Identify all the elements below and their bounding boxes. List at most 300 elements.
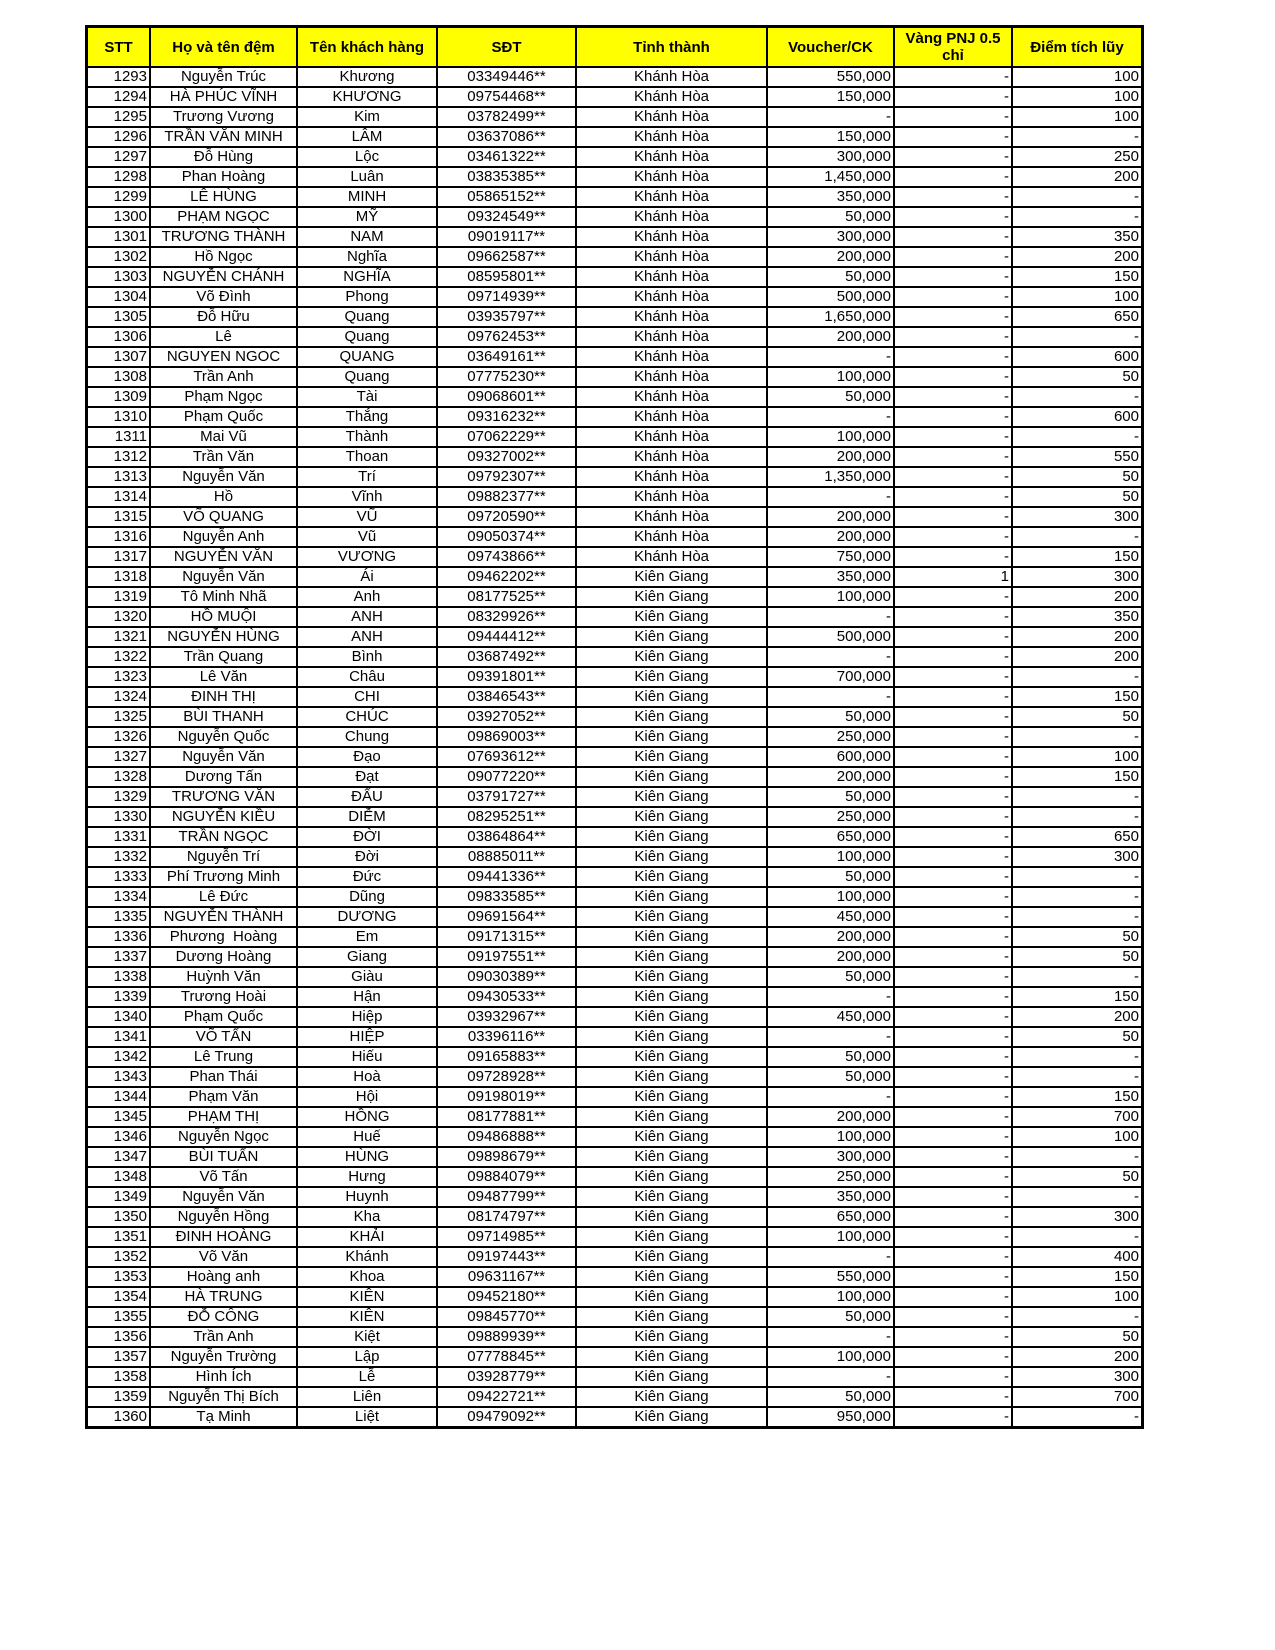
table-row: [87, 667, 1143, 687]
cell-voucher_ck: 250,000: [767, 727, 894, 747]
cell-ho_va_ten_dem: TRẦN VĂN MINH: [150, 127, 297, 147]
cell-tinh_thanh: Khánh Hòa: [576, 167, 767, 187]
cell-sdt: 03649161**: [437, 347, 576, 367]
cell-voucher_ck: 200,000: [767, 527, 894, 547]
cell-stt: 1295: [87, 107, 151, 127]
cell-vang_pnj: -: [894, 547, 1012, 567]
table-row: [87, 447, 1143, 467]
table-row: [87, 467, 1143, 487]
cell-tinh_thanh: Kiên Giang: [576, 1107, 767, 1127]
cell-sdt: 09662587**: [437, 247, 576, 267]
cell-ho_va_ten_dem: Hoàng anh: [150, 1267, 297, 1287]
cell-tinh_thanh: Kiên Giang: [576, 607, 767, 627]
table-row: [87, 947, 1143, 967]
cell-diem_tich_luy: -: [1012, 727, 1143, 747]
cell-ho_va_ten_dem: Trần Quang: [150, 647, 297, 667]
cell-diem_tich_luy: 200: [1012, 167, 1143, 187]
cell-voucher_ck: -: [767, 107, 894, 127]
cell-vang_pnj: -: [894, 827, 1012, 847]
cell-ho_va_ten_dem: Võ Văn: [150, 1247, 297, 1267]
table-row: [87, 827, 1143, 847]
cell-sdt: 03791727**: [437, 787, 576, 807]
cell-vang_pnj: -: [894, 727, 1012, 747]
cell-sdt: 09869003**: [437, 727, 576, 747]
cell-vang_pnj: -: [894, 467, 1012, 487]
cell-sdt: 03461322**: [437, 147, 576, 167]
cell-vang_pnj: -: [894, 487, 1012, 507]
customer-table: [85, 25, 1144, 1429]
cell-diem_tich_luy: 200: [1012, 1007, 1143, 1027]
cell-stt: 1341: [87, 1027, 151, 1047]
cell-voucher_ck: -: [767, 347, 894, 367]
cell-sdt: 09743866**: [437, 547, 576, 567]
cell-stt: 1348: [87, 1167, 151, 1187]
cell-ho_va_ten_dem: Nguyễn Quốc: [150, 727, 297, 747]
cell-stt: 1337: [87, 947, 151, 967]
cell-ten_khach_hang: Luân: [297, 167, 437, 187]
cell-sdt: 08595801**: [437, 267, 576, 287]
cell-tinh_thanh: Khánh Hòa: [576, 147, 767, 167]
cell-tinh_thanh: Khánh Hòa: [576, 347, 767, 367]
cell-vang_pnj: -: [894, 1087, 1012, 1107]
cell-diem_tich_luy: 300: [1012, 1207, 1143, 1227]
cell-ho_va_ten_dem: ĐỖ CÔNG: [150, 1307, 297, 1327]
cell-ten_khach_hang: DƯƠNG: [297, 907, 437, 927]
cell-diem_tich_luy: 650: [1012, 307, 1143, 327]
cell-ten_khach_hang: KIÊN: [297, 1287, 437, 1307]
cell-diem_tich_luy: 50: [1012, 467, 1143, 487]
table-row: [87, 647, 1143, 667]
cell-sdt: 09845770**: [437, 1307, 576, 1327]
table-row: [87, 247, 1143, 267]
cell-sdt: 03932967**: [437, 1007, 576, 1027]
table-row: [87, 1087, 1143, 1107]
cell-diem_tich_luy: 350: [1012, 227, 1143, 247]
cell-stt: 1308: [87, 367, 151, 387]
cell-ten_khach_hang: Lộc: [297, 147, 437, 167]
cell-sdt: 03687492**: [437, 647, 576, 667]
cell-diem_tich_luy: 200: [1012, 587, 1143, 607]
table-row: [87, 67, 1143, 87]
cell-ten_khach_hang: Kha: [297, 1207, 437, 1227]
cell-sdt: 03835385**: [437, 167, 576, 187]
cell-vang_pnj: -: [894, 167, 1012, 187]
cell-diem_tich_luy: -: [1012, 207, 1143, 227]
cell-tinh_thanh: Khánh Hòa: [576, 67, 767, 87]
cell-voucher_ck: 550,000: [767, 67, 894, 87]
cell-stt: 1359: [87, 1387, 151, 1407]
cell-ten_khach_hang: MINH: [297, 187, 437, 207]
cell-ten_khach_hang: HÙNG: [297, 1147, 437, 1167]
cell-tinh_thanh: Khánh Hòa: [576, 327, 767, 347]
cell-vang_pnj: -: [894, 1147, 1012, 1167]
cell-stt: 1297: [87, 147, 151, 167]
cell-stt: 1312: [87, 447, 151, 467]
cell-sdt: 09441336**: [437, 867, 576, 887]
cell-stt: 1310: [87, 407, 151, 427]
cell-ho_va_ten_dem: NGUYỄN THÀNH: [150, 907, 297, 927]
cell-voucher_ck: 700,000: [767, 667, 894, 687]
cell-voucher_ck: 50,000: [767, 387, 894, 407]
cell-diem_tich_luy: -: [1012, 1227, 1143, 1247]
table-row: [87, 1207, 1143, 1227]
cell-stt: 1332: [87, 847, 151, 867]
table-row: [87, 1187, 1143, 1207]
cell-tinh_thanh: Kiên Giang: [576, 967, 767, 987]
cell-voucher_ck: 950,000: [767, 1407, 894, 1428]
cell-vang_pnj: -: [894, 1067, 1012, 1087]
cell-vang_pnj: -: [894, 407, 1012, 427]
cell-sdt: 09165883**: [437, 1047, 576, 1067]
cell-tinh_thanh: Kiên Giang: [576, 667, 767, 687]
cell-tinh_thanh: Khánh Hòa: [576, 87, 767, 107]
cell-sdt: 09762453**: [437, 327, 576, 347]
cell-diem_tich_luy: -: [1012, 1307, 1143, 1327]
cell-stt: 1298: [87, 167, 151, 187]
cell-voucher_ck: 200,000: [767, 947, 894, 967]
cell-tinh_thanh: Kiên Giang: [576, 647, 767, 667]
cell-vang_pnj: -: [894, 247, 1012, 267]
cell-voucher_ck: -: [767, 647, 894, 667]
cell-stt: 1355: [87, 1307, 151, 1327]
cell-ten_khach_hang: ĐỜI: [297, 827, 437, 847]
cell-ten_khach_hang: Nghĩa: [297, 247, 437, 267]
cell-sdt: 09422721**: [437, 1387, 576, 1407]
cell-sdt: 09462202**: [437, 567, 576, 587]
cell-vang_pnj: -: [894, 367, 1012, 387]
cell-diem_tich_luy: -: [1012, 527, 1143, 547]
cell-stt: 1307: [87, 347, 151, 367]
cell-tinh_thanh: Khánh Hòa: [576, 547, 767, 567]
cell-ho_va_ten_dem: Phạm Ngọc: [150, 387, 297, 407]
cell-sdt: 09197443**: [437, 1247, 576, 1267]
cell-ten_khach_hang: ĐẤU: [297, 787, 437, 807]
cell-ten_khach_hang: Dũng: [297, 887, 437, 907]
cell-diem_tich_luy: 50: [1012, 487, 1143, 507]
cell-vang_pnj: -: [894, 1307, 1012, 1327]
cell-voucher_ck: -: [767, 1247, 894, 1267]
cell-stt: 1331: [87, 827, 151, 847]
cell-vang_pnj: -: [894, 847, 1012, 867]
cell-stt: 1350: [87, 1207, 151, 1227]
cell-ten_khach_hang: ANH: [297, 607, 437, 627]
cell-voucher_ck: -: [767, 487, 894, 507]
cell-diem_tich_luy: 100: [1012, 107, 1143, 127]
cell-tinh_thanh: Khánh Hòa: [576, 187, 767, 207]
table-row: [87, 147, 1143, 167]
cell-diem_tich_luy: -: [1012, 387, 1143, 407]
table-row: [87, 847, 1143, 867]
cell-ho_va_ten_dem: Trần Văn: [150, 447, 297, 467]
cell-ho_va_ten_dem: Phạm Văn: [150, 1087, 297, 1107]
table-row: [87, 427, 1143, 447]
cell-tinh_thanh: Kiên Giang: [576, 1147, 767, 1167]
cell-sdt: 05865152**: [437, 187, 576, 207]
cell-stt: 1343: [87, 1067, 151, 1087]
column-header-sdt: SĐT: [437, 27, 576, 68]
cell-voucher_ck: 650,000: [767, 827, 894, 847]
cell-tinh_thanh: Kiên Giang: [576, 1307, 767, 1327]
cell-sdt: 09197551**: [437, 947, 576, 967]
cell-stt: 1304: [87, 287, 151, 307]
cell-vang_pnj: -: [894, 1027, 1012, 1047]
cell-stt: 1315: [87, 507, 151, 527]
cell-ten_khach_hang: MỸ: [297, 207, 437, 227]
cell-vang_pnj: -: [894, 227, 1012, 247]
cell-ho_va_ten_dem: Huỳnh Văn: [150, 967, 297, 987]
cell-tinh_thanh: Kiên Giang: [576, 787, 767, 807]
cell-tinh_thanh: Khánh Hòa: [576, 247, 767, 267]
cell-tinh_thanh: Kiên Giang: [576, 1127, 767, 1147]
cell-sdt: 09479092**: [437, 1407, 576, 1428]
cell-ho_va_ten_dem: Tạ Minh: [150, 1407, 297, 1428]
cell-vang_pnj: -: [894, 907, 1012, 927]
cell-diem_tich_luy: 400: [1012, 1247, 1143, 1267]
cell-stt: 1327: [87, 747, 151, 767]
cell-ho_va_ten_dem: BÙI THANH: [150, 707, 297, 727]
cell-ten_khach_hang: Huế: [297, 1127, 437, 1147]
cell-diem_tich_luy: -: [1012, 1147, 1143, 1167]
cell-sdt: 09889939**: [437, 1327, 576, 1347]
cell-voucher_ck: 50,000: [767, 1047, 894, 1067]
cell-sdt: 03928779**: [437, 1367, 576, 1387]
table-row: [87, 1027, 1143, 1047]
cell-vang_pnj: -: [894, 1207, 1012, 1227]
table-row: [87, 167, 1143, 187]
cell-stt: 1294: [87, 87, 151, 107]
cell-vang_pnj: -: [894, 1167, 1012, 1187]
cell-vang_pnj: -: [894, 127, 1012, 147]
cell-voucher_ck: 100,000: [767, 427, 894, 447]
cell-ten_khach_hang: Vĩnh: [297, 487, 437, 507]
cell-stt: 1305: [87, 307, 151, 327]
cell-voucher_ck: 150,000: [767, 87, 894, 107]
cell-tinh_thanh: Kiên Giang: [576, 1187, 767, 1207]
cell-vang_pnj: -: [894, 147, 1012, 167]
cell-sdt: 09720590**: [437, 507, 576, 527]
cell-vang_pnj: -: [894, 1047, 1012, 1067]
cell-tinh_thanh: Kiên Giang: [576, 1227, 767, 1247]
cell-ten_khach_hang: Chung: [297, 727, 437, 747]
cell-ho_va_ten_dem: Lê: [150, 327, 297, 347]
cell-voucher_ck: 50,000: [767, 867, 894, 887]
cell-ten_khach_hang: Giang: [297, 947, 437, 967]
cell-stt: 1353: [87, 1267, 151, 1287]
cell-ho_va_ten_dem: Lê Trung: [150, 1047, 297, 1067]
cell-stt: 1324: [87, 687, 151, 707]
cell-stt: 1325: [87, 707, 151, 727]
cell-diem_tich_luy: 50: [1012, 927, 1143, 947]
cell-tinh_thanh: Kiên Giang: [576, 1027, 767, 1047]
table-row: [87, 267, 1143, 287]
cell-tinh_thanh: Kiên Giang: [576, 1407, 767, 1428]
cell-ten_khach_hang: Khương: [297, 67, 437, 87]
cell-diem_tich_luy: 50: [1012, 367, 1143, 387]
table-row: [87, 207, 1143, 227]
cell-vang_pnj: -: [894, 1227, 1012, 1247]
cell-ho_va_ten_dem: Đỗ Hữu: [150, 307, 297, 327]
cell-ten_khach_hang: Quang: [297, 307, 437, 327]
cell-vang_pnj: -: [894, 987, 1012, 1007]
cell-vang_pnj: -: [894, 267, 1012, 287]
cell-ho_va_ten_dem: Nguyễn Văn: [150, 467, 297, 487]
table-row: [87, 787, 1143, 807]
cell-voucher_ck: 200,000: [767, 1107, 894, 1127]
cell-sdt: 09324549**: [437, 207, 576, 227]
table-row: [87, 547, 1143, 567]
table-row: [87, 327, 1143, 347]
cell-ho_va_ten_dem: TRƯƠNG VĂN: [150, 787, 297, 807]
cell-sdt: 09077220**: [437, 767, 576, 787]
cell-ten_khach_hang: NAM: [297, 227, 437, 247]
cell-diem_tich_luy: 300: [1012, 1367, 1143, 1387]
cell-stt: 1322: [87, 647, 151, 667]
cell-ho_va_ten_dem: Nguyễn Thị Bích: [150, 1387, 297, 1407]
cell-vang_pnj: -: [894, 1367, 1012, 1387]
cell-vang_pnj: -: [894, 107, 1012, 127]
column-header-ho_va_ten_dem: Họ và tên đệm: [150, 27, 297, 68]
cell-ten_khach_hang: Khánh: [297, 1247, 437, 1267]
cell-ho_va_ten_dem: HỒ MUỘI: [150, 607, 297, 627]
cell-voucher_ck: 200,000: [767, 327, 894, 347]
cell-tinh_thanh: Kiên Giang: [576, 687, 767, 707]
cell-stt: 1352: [87, 1247, 151, 1267]
table-row: [87, 1107, 1143, 1127]
cell-voucher_ck: -: [767, 407, 894, 427]
cell-ten_khach_hang: Kiệt: [297, 1327, 437, 1347]
cell-tinh_thanh: Kiên Giang: [576, 807, 767, 827]
cell-voucher_ck: 750,000: [767, 547, 894, 567]
cell-sdt: 09391801**: [437, 667, 576, 687]
cell-stt: 1318: [87, 567, 151, 587]
cell-voucher_ck: 50,000: [767, 1307, 894, 1327]
column-header-tinh_thanh: Tỉnh thành: [576, 27, 767, 68]
cell-ten_khach_hang: Lễ: [297, 1367, 437, 1387]
cell-stt: 1317: [87, 547, 151, 567]
cell-ho_va_ten_dem: VÕ TẤN: [150, 1027, 297, 1047]
cell-tinh_thanh: Khánh Hòa: [576, 487, 767, 507]
cell-voucher_ck: 600,000: [767, 747, 894, 767]
cell-ten_khach_hang: CHÚC: [297, 707, 437, 727]
cell-ten_khach_hang: Quang: [297, 327, 437, 347]
cell-diem_tich_luy: 300: [1012, 507, 1143, 527]
cell-ten_khach_hang: Vũ: [297, 527, 437, 547]
cell-ten_khach_hang: LÂM: [297, 127, 437, 147]
cell-tinh_thanh: Kiên Giang: [576, 1247, 767, 1267]
cell-stt: 1335: [87, 907, 151, 927]
cell-voucher_ck: 100,000: [767, 887, 894, 907]
cell-voucher_ck: 500,000: [767, 627, 894, 647]
cell-voucher_ck: 50,000: [767, 787, 894, 807]
cell-vang_pnj: -: [894, 1347, 1012, 1367]
cell-stt: 1301: [87, 227, 151, 247]
cell-voucher_ck: 100,000: [767, 1227, 894, 1247]
cell-vang_pnj: -: [894, 927, 1012, 947]
cell-sdt: 03396116**: [437, 1027, 576, 1047]
cell-sdt: 09728928**: [437, 1067, 576, 1087]
cell-sdt: 07775230**: [437, 367, 576, 387]
cell-diem_tich_luy: 150: [1012, 267, 1143, 287]
table-row: [87, 607, 1143, 627]
cell-voucher_ck: 100,000: [767, 1127, 894, 1147]
cell-diem_tich_luy: 100: [1012, 287, 1143, 307]
cell-diem_tich_luy: 250: [1012, 147, 1143, 167]
table-row: [87, 907, 1143, 927]
cell-tinh_thanh: Kiên Giang: [576, 1347, 767, 1367]
cell-voucher_ck: 1,450,000: [767, 167, 894, 187]
cell-vang_pnj: -: [894, 1187, 1012, 1207]
cell-sdt: 09487799**: [437, 1187, 576, 1207]
cell-sdt: 09316232**: [437, 407, 576, 427]
cell-ho_va_ten_dem: LÊ HÙNG: [150, 187, 297, 207]
cell-tinh_thanh: Kiên Giang: [576, 1087, 767, 1107]
cell-vang_pnj: -: [894, 1107, 1012, 1127]
cell-sdt: 09754468**: [437, 87, 576, 107]
cell-ten_khach_hang: Giàu: [297, 967, 437, 987]
cell-ho_va_ten_dem: HÀ PHÚC VĨNH: [150, 87, 297, 107]
table-row: [87, 127, 1143, 147]
cell-stt: 1344: [87, 1087, 151, 1107]
cell-ten_khach_hang: Bình: [297, 647, 437, 667]
cell-diem_tich_luy: 50: [1012, 1167, 1143, 1187]
cell-diem_tich_luy: 150: [1012, 987, 1143, 1007]
cell-sdt: 08329926**: [437, 607, 576, 627]
table-row: [87, 187, 1143, 207]
cell-stt: 1333: [87, 867, 151, 887]
cell-vang_pnj: -: [894, 187, 1012, 207]
cell-ho_va_ten_dem: NGUYỄN KIỀU: [150, 807, 297, 827]
table-row: [87, 87, 1143, 107]
table-row: [87, 887, 1143, 907]
cell-ho_va_ten_dem: BÙI TUẤN: [150, 1147, 297, 1167]
cell-stt: 1345: [87, 1107, 151, 1127]
cell-diem_tich_luy: 600: [1012, 407, 1143, 427]
cell-vang_pnj: -: [894, 287, 1012, 307]
table-row: [87, 1047, 1143, 1067]
cell-diem_tich_luy: -: [1012, 907, 1143, 927]
cell-sdt: 09884079**: [437, 1167, 576, 1187]
table-row: [87, 387, 1143, 407]
cell-sdt: 07062229**: [437, 427, 576, 447]
table-row: [87, 747, 1143, 767]
cell-stt: 1309: [87, 387, 151, 407]
cell-voucher_ck: 50,000: [767, 967, 894, 987]
cell-ho_va_ten_dem: Lê Đức: [150, 887, 297, 907]
cell-stt: 1340: [87, 1007, 151, 1027]
cell-ho_va_ten_dem: Nguyễn Trí: [150, 847, 297, 867]
table-row: [87, 1227, 1143, 1247]
cell-ho_va_ten_dem: Hồ Ngọc: [150, 247, 297, 267]
cell-ho_va_ten_dem: NGUYEN NGOC: [150, 347, 297, 367]
cell-tinh_thanh: Khánh Hòa: [576, 367, 767, 387]
cell-ten_khach_hang: Liệt: [297, 1407, 437, 1428]
cell-stt: 1299: [87, 187, 151, 207]
cell-sdt: 03927052**: [437, 707, 576, 727]
table-row: [87, 1067, 1143, 1087]
cell-voucher_ck: 350,000: [767, 567, 894, 587]
cell-stt: 1306: [87, 327, 151, 347]
cell-voucher_ck: 50,000: [767, 1067, 894, 1087]
cell-voucher_ck: 200,000: [767, 507, 894, 527]
cell-voucher_ck: 100,000: [767, 587, 894, 607]
table-row: [87, 1127, 1143, 1147]
cell-diem_tich_luy: -: [1012, 887, 1143, 907]
cell-sdt: 09430533**: [437, 987, 576, 1007]
cell-voucher_ck: 300,000: [767, 147, 894, 167]
cell-stt: 1303: [87, 267, 151, 287]
cell-stt: 1354: [87, 1287, 151, 1307]
table-row: [87, 527, 1143, 547]
